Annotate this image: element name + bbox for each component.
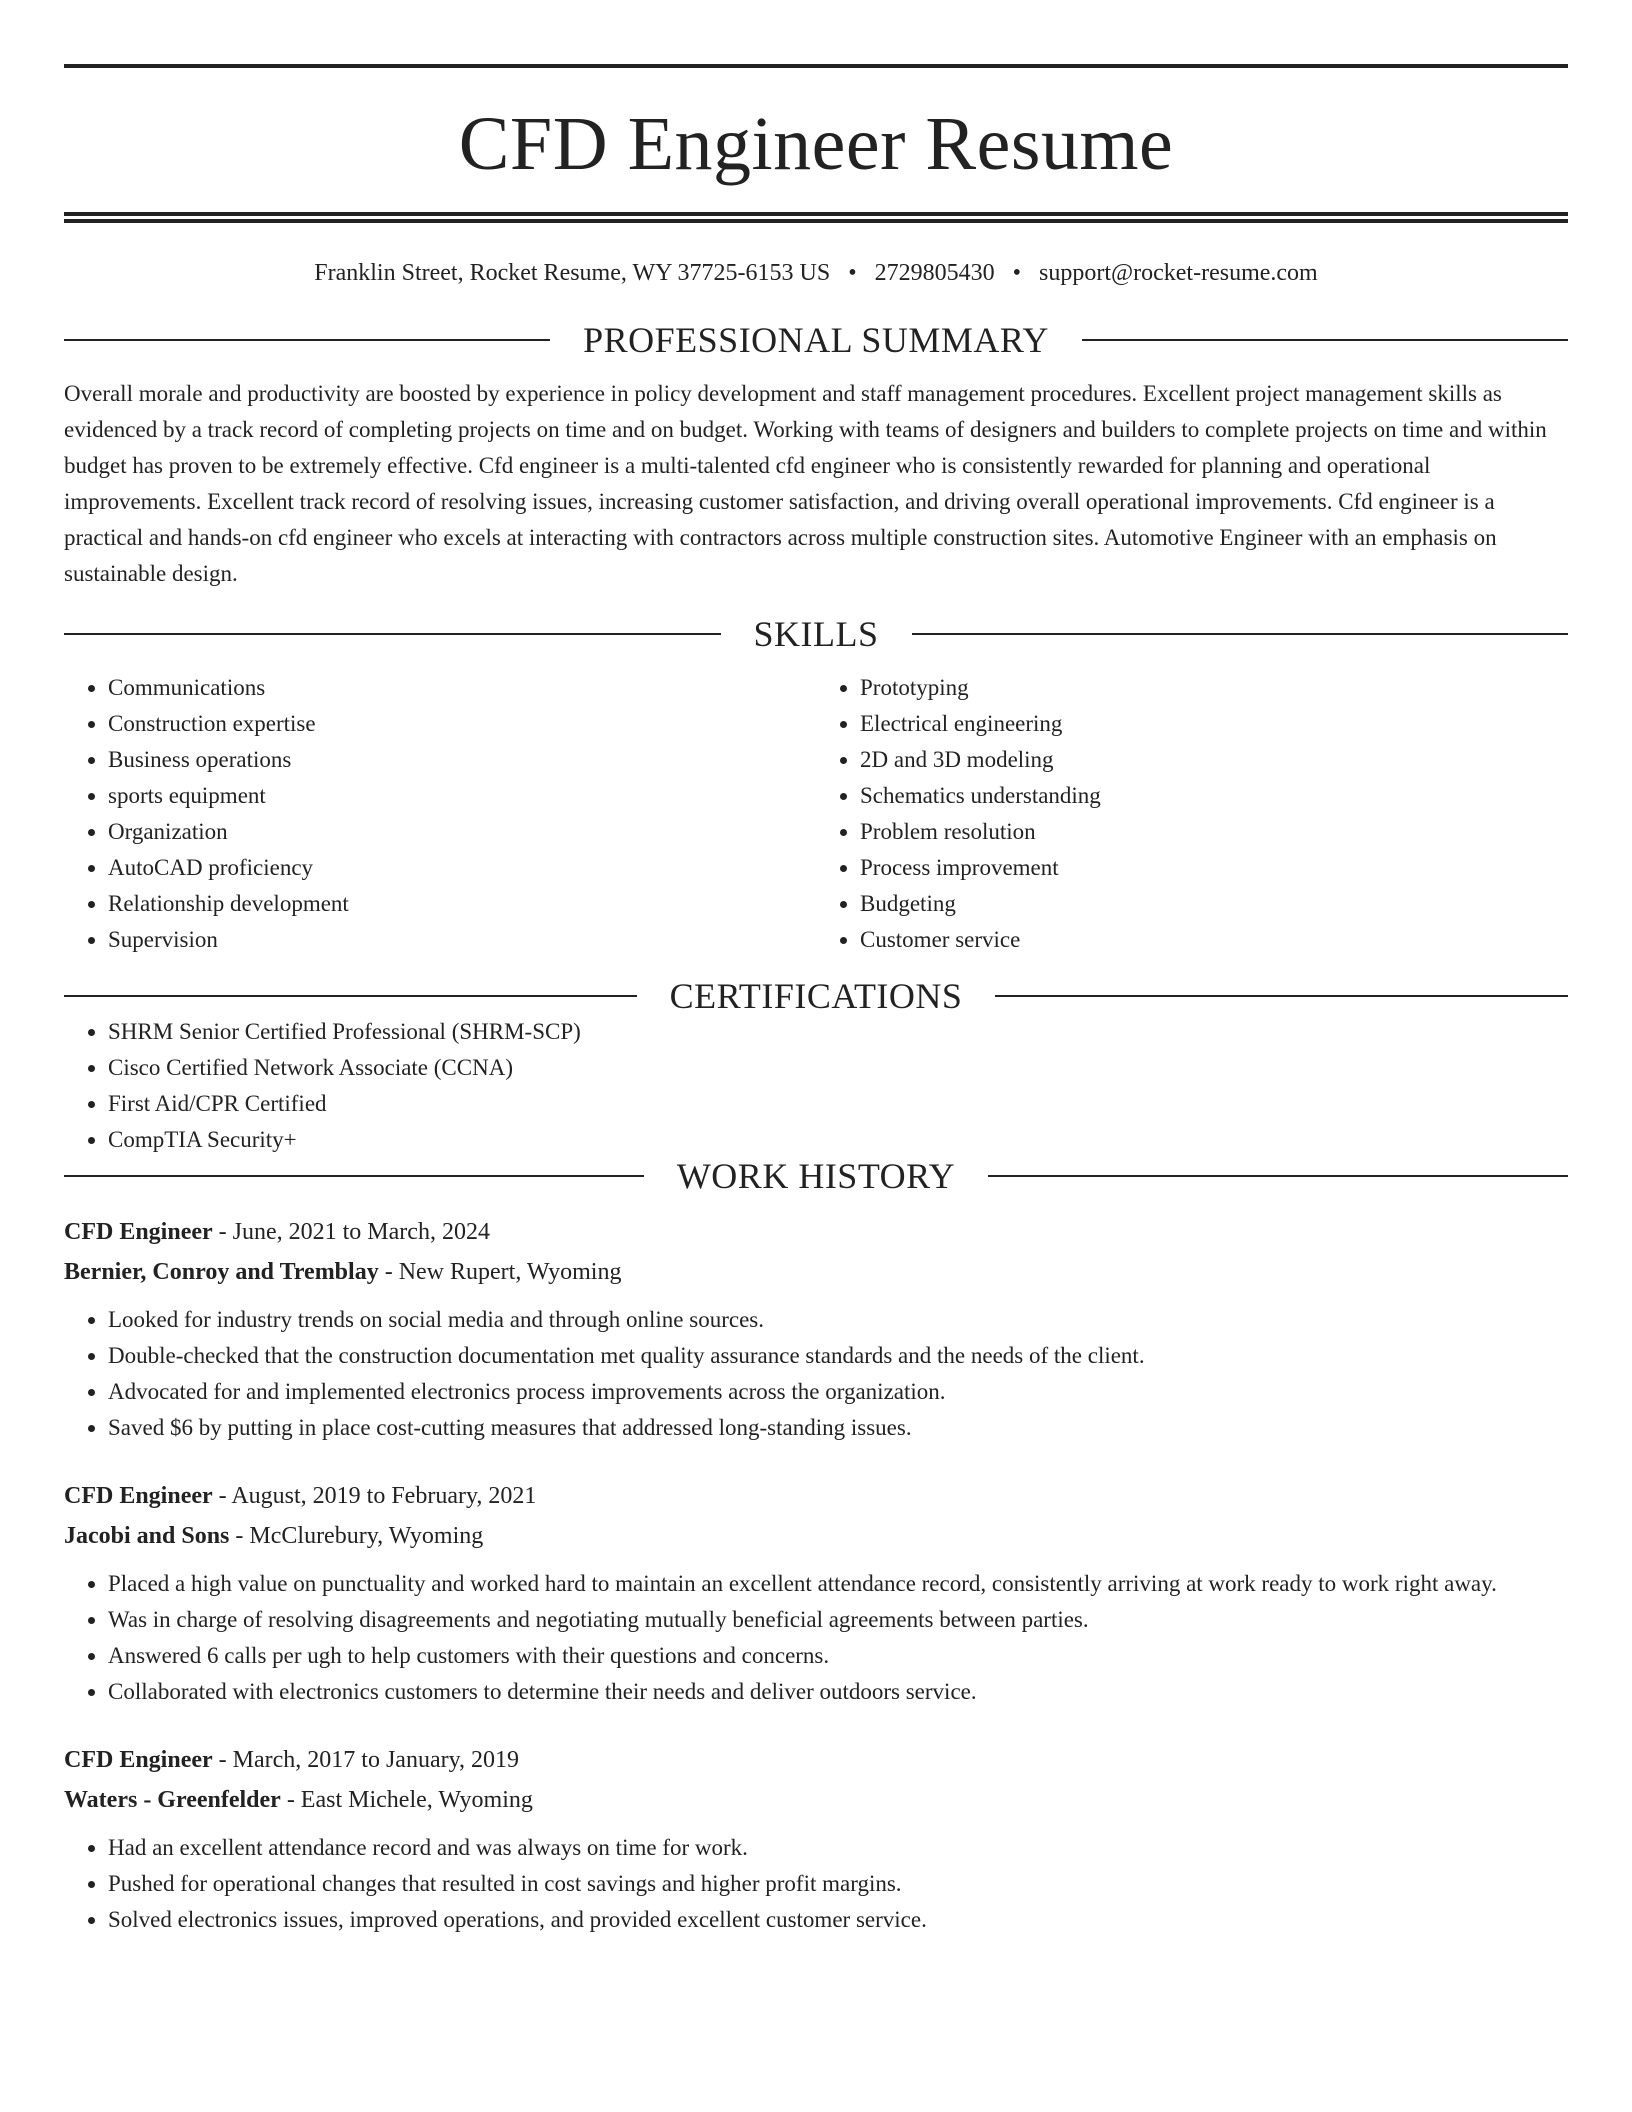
job-bullet: • Advocated for and implemented electronics process improvements across the organization. — [108, 1374, 1568, 1410]
job-company: Bernier, Conroy and Tremblay — [64, 1258, 379, 1285]
job-dates: - June, 2021 to March, 2024 — [212, 1218, 490, 1245]
job-bullet: • Double-checked that the construction documentation met quality assurance standards and the needs of the client. — [108, 1338, 1568, 1374]
skill-item: • AutoCAD proficiency — [108, 850, 816, 886]
certification-item: • CompTIA Security+ — [108, 1122, 1568, 1158]
certifications-heading-text: CERTIFICATIONS — [669, 975, 963, 1016]
job-bullet: • Had an excellent attendance record and was always on time for work. — [108, 1830, 1568, 1866]
job-location: - East Michele, Wyoming — [280, 1786, 533, 1813]
job-role-line — [64, 1212, 1568, 1252]
skills-list-left — [64, 670, 816, 958]
job-location: - New Rupert, Wyoming — [378, 1258, 622, 1285]
job-role: CFD Engineer — [64, 1746, 213, 1773]
certification-item: • Cisco Certified Network Associate (CCNA) — [108, 1050, 1568, 1086]
summary-heading-text: PROFESSIONAL SUMMARY — [583, 319, 1049, 360]
skills-columns — [64, 670, 1568, 958]
certifications-list — [64, 1014, 1568, 1158]
job-bullets — [64, 1830, 1568, 1938]
title-double-rule — [64, 212, 1568, 223]
skill-item: • Organization — [108, 814, 816, 850]
skills-heading — [64, 613, 1568, 654]
skill-item: • Customer service — [860, 922, 1568, 958]
job-company-line — [64, 1252, 1568, 1292]
skill-item: • Business operations — [108, 742, 816, 778]
job-location: - McClurebury, Wyoming — [229, 1522, 484, 1549]
job-bullet: • Was in charge of resolving disagreements and negotiating mutually beneficial agreements between parties. — [108, 1602, 1568, 1638]
skill-item: • Relationship development — [108, 886, 816, 922]
skills-heading-text: SKILLS — [753, 613, 879, 654]
skill-item: • Budgeting — [860, 886, 1568, 922]
skills-list-right — [816, 670, 1568, 958]
summary-text: Overall morale and productivity are boosted by experience in policy development and staff management procedures. Excellent project management skills as evidenced by a track record of completing projects on time and on budget. Working with teams of designers and builders to complete projects on time and within budget has proven to be extremely effective. Cfd engineer is a multi-talented cfd engineer who is consistently rewarded for planning and operational improvements. Excellent track record of resolving issues, increasing customer satisfaction, and driving overall operational improvements. Cfd engineer is a practical and hands-on cfd engineer who excels at interacting with contractors across multiple construction sites. Automotive Engineer with an emphasis on sustainable design. — [64, 380, 1547, 586]
skill-item: • sports equipment — [108, 778, 816, 814]
top-rule — [64, 64, 1568, 68]
job-role-line — [64, 1476, 1568, 1516]
summary-heading — [64, 319, 1568, 360]
job-bullets — [64, 1302, 1568, 1446]
resume-title: CFD Engineer Resume — [458, 102, 1174, 186]
contact-line — [64, 259, 1568, 288]
skill-item: • Communications — [108, 670, 816, 706]
job-role-line — [64, 1740, 1568, 1780]
job-bullet: • Solved electronics issues, improved operations, and provided excellent customer service. — [108, 1902, 1568, 1938]
certifications-heading — [64, 975, 1568, 1016]
job-entry — [64, 1740, 1568, 1938]
skill-item: • Electrical engineering — [860, 706, 1568, 742]
job-bullet: • Collaborated with electronics customers to determine their needs and deliver outdoors service. — [108, 1674, 1568, 1710]
contact-separator: • — [1012, 260, 1022, 286]
skill-item: • Construction expertise — [108, 706, 816, 742]
job-role: CFD Engineer — [64, 1482, 213, 1509]
contact-email: support@rocket-resume.com — [1039, 260, 1318, 286]
certification-item: • First Aid/CPR Certified — [108, 1086, 1568, 1122]
contact-phone: 2729805430 — [874, 260, 995, 286]
work-history-heading-text: WORK HISTORY — [676, 1155, 956, 1196]
job-bullet: • Looked for industry trends on social media and through online sources. — [108, 1302, 1568, 1338]
job-dates: - August, 2019 to February, 2021 — [212, 1482, 537, 1509]
skill-item: • Supervision — [108, 922, 816, 958]
skill-item: • 2D and 3D modeling — [860, 742, 1568, 778]
skill-item: • Problem resolution — [860, 814, 1568, 850]
certification-item: • SHRM Senior Certified Professional (SHRM-SCP) — [108, 1014, 1568, 1050]
job-company: Jacobi and Sons — [64, 1522, 230, 1549]
job-bullet: • Answered 6 calls per ugh to help customers with their questions and concerns. — [108, 1638, 1568, 1674]
contact-address: Franklin Street, Rocket Resume, WY 37725-6153 US — [314, 260, 831, 286]
job-bullet: • Saved $6 by putting in place cost-cutting measures that addressed long-standing issues. — [108, 1410, 1568, 1446]
work-history-heading — [64, 1155, 1568, 1196]
job-role: CFD Engineer — [64, 1218, 213, 1245]
contact-separator: • — [848, 260, 857, 286]
job-entry — [64, 1212, 1568, 1446]
job-company: Waters - Greenfelder — [64, 1786, 281, 1813]
job-bullets — [64, 1566, 1568, 1710]
job-dates: - March, 2017 to January, 2019 — [212, 1746, 520, 1773]
skill-item: • Schematics understanding — [860, 778, 1568, 814]
job-company-line — [64, 1516, 1568, 1556]
job-company-line — [64, 1780, 1568, 1820]
job-bullet: • Pushed for operational changes that resulted in cost savings and higher profit margins. — [108, 1866, 1568, 1902]
skill-item: • Prototyping — [860, 670, 1568, 706]
job-entry — [64, 1476, 1568, 1710]
job-bullet: • Placed a high value on punctuality and worked hard to maintain an excellent attendance record, consistently arriving at work ready to work right away. — [108, 1566, 1568, 1602]
skill-item: • Process improvement — [860, 850, 1568, 886]
